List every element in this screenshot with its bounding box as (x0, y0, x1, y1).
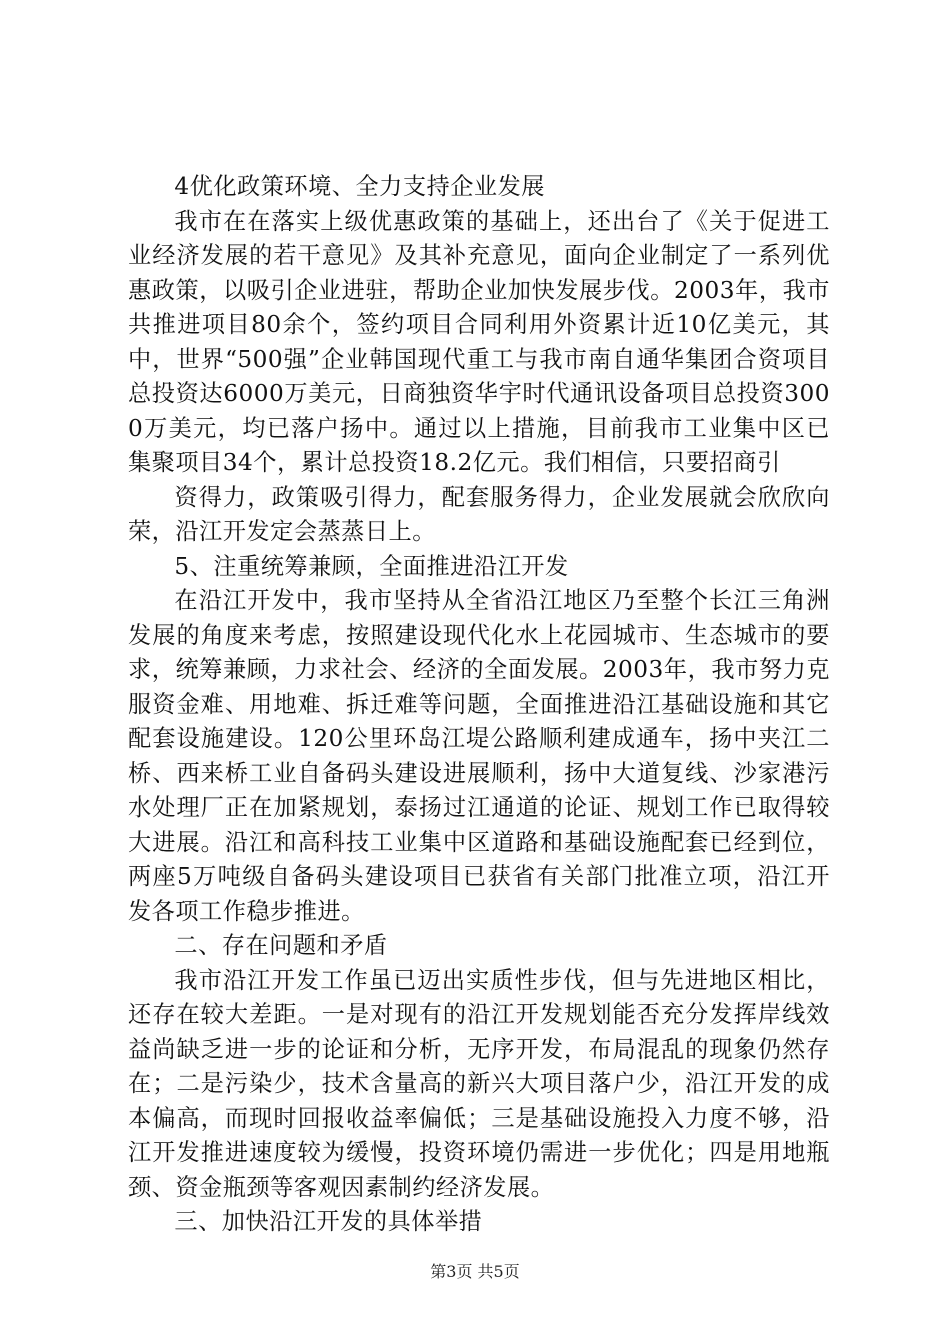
paragraph-infrastructure: 在沿江开发中，我市坚持从全省沿江地区乃至整个长江三角洲发展的角度来考虑，按照建设现代化水上花园城市、生态城市的要求，统筹兼顾，力求社会、经济的全面发展。2003年，我市努力克服资金难、用地难、拆迁难等问题，全面推进沿江基础设施和其它配套设施建设。120公里环岛江堤公路顺利建成通车，扬中夹江二桥、西来桥工业自备码头建设进展顺利，扬中大道复线、沙家港污水处理厂正在加紧规划，泰扬过江通道的论证、规划工作已取得较大进展。沿江和高科技工业集中区道路和基础设施配套已经到位，两座5万吨级自备码头建设项目已获省有关部门批准立项，沿江开发各项工作稳步推进。 (128, 587, 830, 925)
page-number-footer: 第3页 共5页 (430, 1262, 520, 1281)
paragraph-policy-outlook: 资得力，政策吸引得力，配套服务得力，企业发展就会欣欣向荣，沿江开发定会蒸蒸日上。 (128, 483, 830, 545)
document-body (128, 170, 830, 1240)
paragraph-problems: 我市沿江开发工作虽已迈出实质性步伐，但与先进地区相比，还存在较大差距。一是对现有的沿江开发规划能否充分发挥岸线效益尚缺乏进一步的论证和分析，无序开发，布局混乱的现象仍然存在；二是污染少，技术含量高的新兴大项目落户少，沿江开发的成本偏高，而现时回报收益率偏低；三是基础设施投入力度不够，沿江开发推进速度较为缓慢，投资环境仍需进一步优化；四是用地瓶颈、资金瓶颈等客观因素制约经济发展。 (128, 966, 830, 1201)
paragraph-policy-measures: 我市在在落实上级优惠政策的基础上，还出台了《关于促进工业经济发展的若干意见》及其补充意见，面向企业制定了一系列优惠政策，以吸引企业进驻，帮助企业加快发展步伐。2003年，我市共推进项目80余个，签约项目合同利用外资累计近10亿美元，其中，世界“500强”企业韩国现代重工与我市南自通华集团合资项目总投资达6000万美元，日商独资华宇时代通讯设备项目总投资3000万美元，均已落户扬中。通过以上措施，目前我市工业集中区已集聚项目34个，累计总投资18.2亿元。我们相信，只要招商引 (128, 207, 830, 476)
section-heading-measures: 三、加快沿江开发的具体举措 (174, 1208, 483, 1235)
section-heading-problems: 二、存在问题和矛盾 (174, 932, 388, 959)
section-heading-policy: 4优化政策环境、全力支持企业发展 (174, 173, 545, 200)
section-heading-coordination: 5、注重统筹兼顾，全面推进沿江开发 (174, 552, 569, 580)
